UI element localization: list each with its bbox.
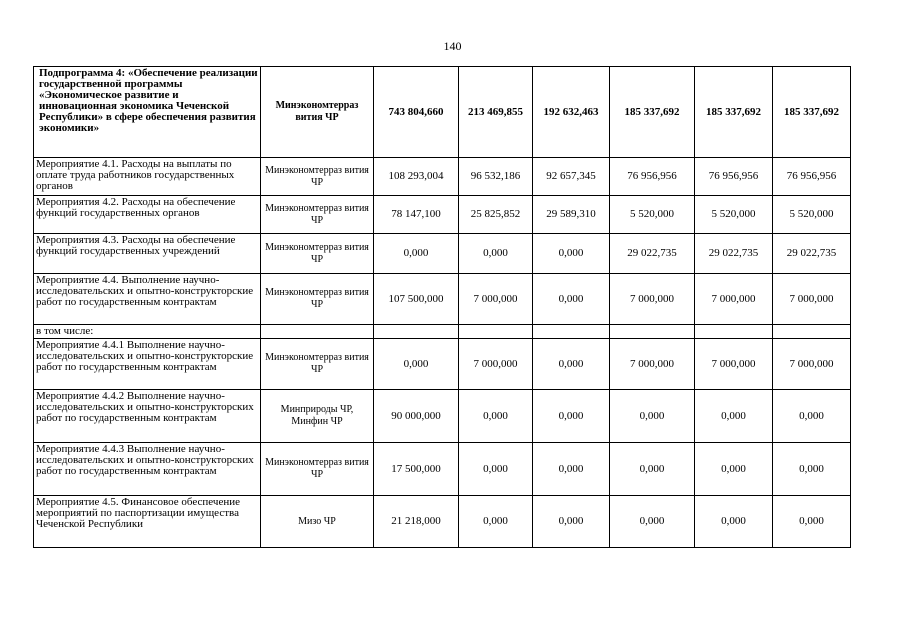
value-cell: 17 500,000 [374, 443, 459, 496]
row-name: Мероприятие 4.4. Выполнение научно-исследовательских и опытно-конструкторские работ по государственным контрактам [34, 274, 261, 325]
budget-table [33, 66, 851, 548]
row-name: Мероприятия 4.3. Расходы на обеспечение функций государственных учреждений [34, 234, 261, 274]
value-cell: 0,000 [459, 234, 533, 274]
value-cell: 76 956,956 [773, 158, 851, 196]
row-name: Мероприятия 4.2. Расходы на обеспечение функций государственных органов [34, 196, 261, 234]
value-cell: 213 469,855 [459, 67, 533, 158]
value-cell: 92 657,345 [533, 158, 610, 196]
value-cell: 29 022,735 [695, 234, 773, 274]
table-row [34, 196, 851, 234]
value-cell [459, 325, 533, 339]
value-cell [773, 325, 851, 339]
value-cell: 185 337,692 [610, 67, 695, 158]
value-cell: 192 632,463 [533, 67, 610, 158]
value-cell: 0,000 [533, 339, 610, 390]
value-cell: 5 520,000 [773, 196, 851, 234]
value-cell: 7 000,000 [610, 274, 695, 325]
value-cell [533, 325, 610, 339]
value-cell: 29 022,735 [773, 234, 851, 274]
table-row [34, 274, 851, 325]
table-row [34, 325, 851, 339]
row-responsible: Минэкономтерраз вития ЧР [261, 339, 374, 390]
value-cell: 5 520,000 [695, 196, 773, 234]
row-name: Мероприятие 4.4.2 Выполнение научно-исследовательских и опытно-конструкторских работ по государственным контрактам [34, 390, 261, 443]
value-cell: 0,000 [773, 496, 851, 548]
value-cell: 185 337,692 [773, 67, 851, 158]
row-responsible: Минэкономтерраз вития ЧР [261, 158, 374, 196]
table-row [34, 390, 851, 443]
value-cell: 0,000 [533, 496, 610, 548]
value-cell: 0,000 [695, 443, 773, 496]
value-cell: 7 000,000 [459, 339, 533, 390]
value-cell: 0,000 [459, 390, 533, 443]
value-cell: 76 956,956 [610, 158, 695, 196]
row-responsible: Минэкономтерраз вития ЧР [261, 234, 374, 274]
value-cell: 108 293,004 [374, 158, 459, 196]
value-cell: 0,000 [695, 496, 773, 548]
row-responsible: Минэкономтерраз вития ЧР [261, 67, 374, 158]
value-cell: 0,000 [459, 496, 533, 548]
value-cell: 0,000 [773, 443, 851, 496]
row-name: Мероприятие 4.4.1 Выполнение научно-исследовательских и опытно-конструкторские работ по государственным контрактам [34, 339, 261, 390]
value-cell: 29 589,310 [533, 196, 610, 234]
table-row [34, 443, 851, 496]
table-row [34, 158, 851, 196]
value-cell: 21 218,000 [374, 496, 459, 548]
value-cell: 0,000 [533, 390, 610, 443]
value-cell: 0,000 [610, 443, 695, 496]
value-cell: 0,000 [610, 496, 695, 548]
value-cell: 0,000 [610, 390, 695, 443]
value-cell: 7 000,000 [695, 274, 773, 325]
value-cell: 0,000 [695, 390, 773, 443]
value-cell: 185 337,692 [695, 67, 773, 158]
value-cell: 90 000,000 [374, 390, 459, 443]
value-cell: 7 000,000 [459, 274, 533, 325]
row-responsible: Мизо ЧР [261, 496, 374, 548]
value-cell [610, 325, 695, 339]
row-responsible [261, 325, 374, 339]
row-name: Мероприятие 4.4.3 Выполнение научно-исследовательских и опытно-конструкторских работ по государственным контрактам [34, 443, 261, 496]
value-cell: 29 022,735 [610, 234, 695, 274]
table-row [34, 339, 851, 390]
row-responsible: Минэкономтерраз вития ЧР [261, 443, 374, 496]
value-cell [374, 325, 459, 339]
row-name: Подпрограмма 4: «Обеспечение реализации государственной программы «Экономическое развитие и инновационная экономика Чеченской Республики» в сфере обеспечения развития экономики» [34, 67, 261, 158]
value-cell: 0,000 [533, 443, 610, 496]
value-cell: 76 956,956 [695, 158, 773, 196]
value-cell: 0,000 [533, 234, 610, 274]
row-name: Мероприятие 4.1. Расходы на выплаты по оплате труда работников государственных органов [34, 158, 261, 196]
value-cell [695, 325, 773, 339]
value-cell: 25 825,852 [459, 196, 533, 234]
value-cell: 5 520,000 [610, 196, 695, 234]
table-row [34, 67, 851, 158]
row-responsible: Минприроды ЧР, Минфин ЧР [261, 390, 374, 443]
value-cell: 7 000,000 [695, 339, 773, 390]
row-name: Мероприятие 4.5. Финансовое обеспечение мероприятий по паспортизации имущества Чеченской Республики [34, 496, 261, 548]
page-number: 140 [443, 39, 462, 53]
value-cell: 743 804,660 [374, 67, 459, 158]
row-responsible: Минэкономтерраз вития ЧР [261, 274, 374, 325]
value-cell: 0,000 [374, 339, 459, 390]
table-row [34, 234, 851, 274]
value-cell: 7 000,000 [610, 339, 695, 390]
value-cell: 107 500,000 [374, 274, 459, 325]
value-cell: 96 532,186 [459, 158, 533, 196]
row-responsible: Минэкономтерраз вития ЧР [261, 196, 374, 234]
table-row [34, 496, 851, 548]
value-cell: 0,000 [374, 234, 459, 274]
value-cell: 7 000,000 [773, 339, 851, 390]
value-cell: 0,000 [773, 390, 851, 443]
value-cell: 0,000 [533, 274, 610, 325]
value-cell: 0,000 [459, 443, 533, 496]
value-cell: 7 000,000 [773, 274, 851, 325]
row-name: в том числе: [34, 325, 261, 339]
value-cell: 78 147,100 [374, 196, 459, 234]
